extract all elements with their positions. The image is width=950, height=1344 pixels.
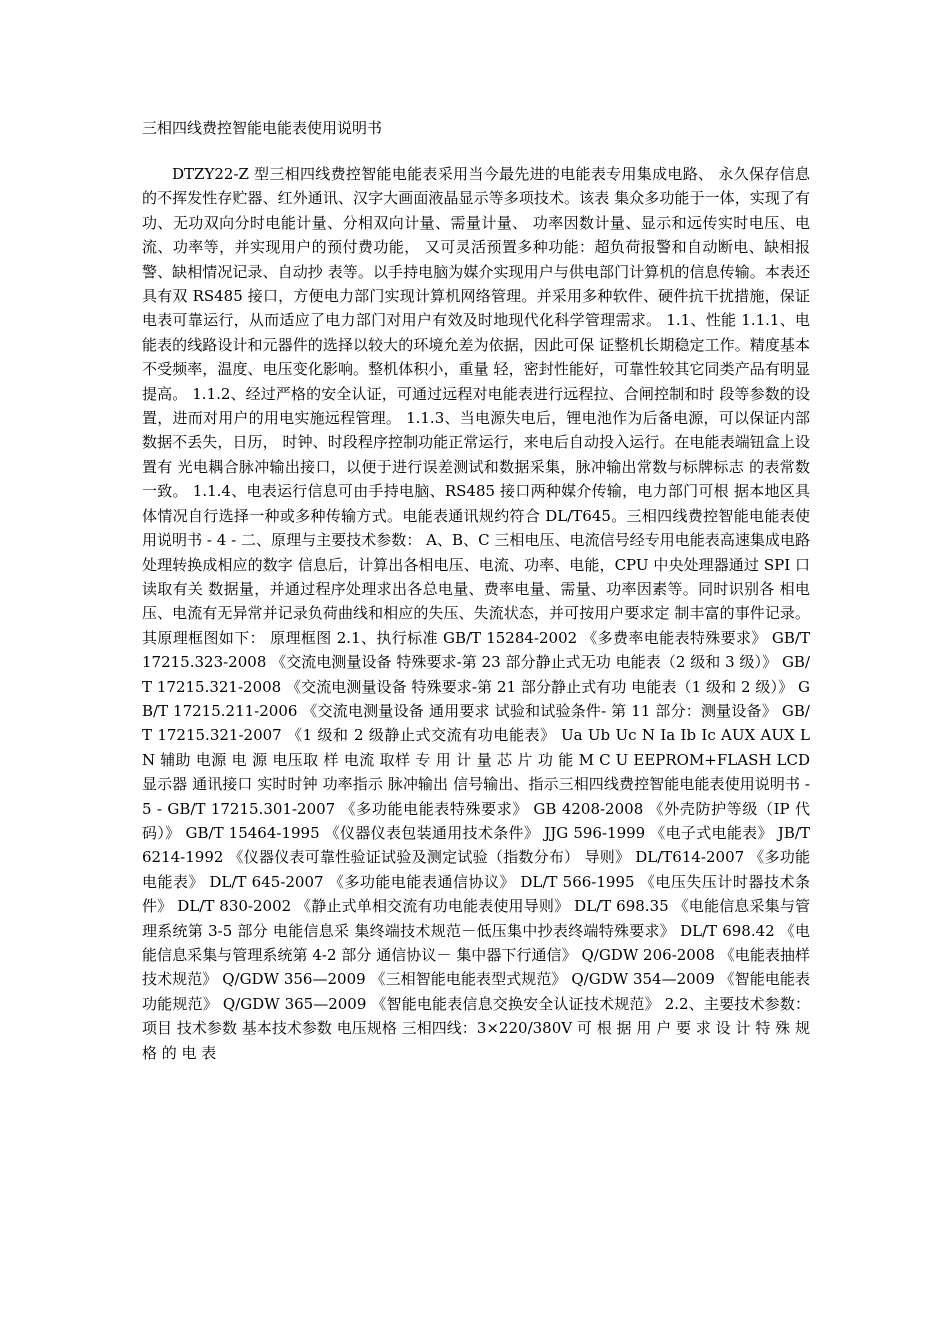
document-body-text: DTZY22-Z 型三相四线费控智能电能表采用当今最先进的电能表专用集成电路、 永久保存信息的不挥发性存贮器、红外通讯、汉字大画面液晶显示等多项技术。该表 集众多功能于一体，实现了有功、无功双向分时电能计量、分相双向计量、需量计量、 功率因数计量、显示和远传实时电压、电流、功率等，并实现用户的预付费功能， 又可灵活预置多种功能：超负荷报警和自动断电、缺相报警、缺相情况记录、自动抄 表等。以手持电脑为媒介实现用户与供电部门计算机的信息传输。本表还具有双 RS485 接口，方便电力部门实现计算机网络管理。并采用多种软件、硬件抗干扰措施，保证 电表可靠运行，从而适应了电力部门对用户有效及时地现代化科学管理需求。 1.1、性能 1.1.1、电能表的线路设计和元器件的选择以较大的环境允差为依据，因此可保 证整机长期稳定工作。精度基本不受频率，温度、电压变化影响。整机体积小，重量 轻，密封性能好，可靠性较其它同类产品有明显提高。 1.1.2、经过严格的安全认证，可通过远程对电能表进行远程拉、合闸控制和时 段等参数的设置，进而对用户的用电实施远程管理。 1.1.3、当电源失电后，锂电池作为后备电源，可以保证内部数据不丢失，日历， 时钟、时段程序控制功能正常运行，来电后自动投入运行。在电能表端钮盒上设置有 光电耦合脉冲输出接口，以便于进行误差测试和数据采集，脉冲输出常数与标牌标志 的表常数一致。 1.1.4、电表运行信息可由手持电脑、RS485 接口两种媒介传输，电力部门可根 据本地区具体情况自行选择一种或多种传输方式。电能表通讯规约符合 DL/T645。三相四线费控智能电能表使用说明书 - 4 - 二、原理与主要技术参数： A、B、C 三相电压、电流信号经专用电能表高速集成电路处理转换成相应的数字 信息后，计算出各相电压、电流、功率、电能，CPU 中央处理器通过 SPI 口读取有关 数据量，并通过程序处理求出各总电量、费率电量、需量、功率因素等。同时识别各 相电压、电流有无异常并记录负荷曲线和相应的失压、失流状态，并可按用户要求定 制丰富的事件记录。其原理框图如下： 原理框图 2.1、执行标准 GB/T 15284-2002 《多费率电能表特殊要求》 GB/T 17215.323-2008 《交流电测量设备 特殊要求-第 23 部分静止式无功 电能表（2 级和 3 级）》 GB/T 17215.321-2008 《交流电测量设备 特殊要求-第 21 部分静止式有功 电能表（1 级和 2 级）》 GB/T 17215.211-2006 《交流电测量设备 通用要求 试验和试验条件- 第 11 部分：测量设备》 GB/T 17215.321-2007 《1 级和 2 级静止式交流有功电能表》 Ua Ub Uc N Ia Ib Ic AUX AUX L N 辅助 电源 电 源 电压取 样 电流 取样 专 用 计 量 芯 片 功 能 M C U EEPROM+FLASH LCD 显示器 通讯接口 实时时钟 功率指示 脉冲输出 信号输出、指示三相四线费控智能电能表使用说明书 - 5 - GB/T 17215.301-2007 《多功能电能表特殊要求》 GB 4208-2008 《外壳防护等级（IP 代码）》 GB/T 15464-1995 《仪器仪表包装通用技术条件》 JJG 596-1999 《电子式电能表》 JB/T 6214-1992 《仪器仪表可靠性验证试验及测定试验（指数分布） 导则》 DL/T614-2007 《多功能电能表》 DL/T 645-2007 《多功能电能表通信协议》 DL/T 566-1995 《电压失压计时器技术条件》 DL/T 830-2002 《静止式单相交流有功电能表使用导则》 DL/T 698.35 《电能信息采集与管理系统第 3-5 部分 电能信息采 集终端技术规范－低压集中抄表终端特殊要求》 DL/T 698.42 《电能信息采集与管理系统第 4-2 部分 通信协议－ 集中器下行通信》 Q/GDW 206-2008 《电能表抽样技术规范》 Q/GDW 356—2009 《三相智能电能表型式规范》 Q/GDW 354—2009 《智能电能表功能规范》 Q/GDW 365—2009 《智能电能表信息交换安全认证技术规范》 2.2、主要技术参数： 项目 技术参数 基本技术参数 电压规格 三相四线：3×220/380V 可 根 据 用 户 要 求 设 计 特 殊 规 格 的 电 表 — [142, 165, 810, 1062]
document-title: 三相四线费控智能电能表使用说明书 — [142, 119, 383, 137]
